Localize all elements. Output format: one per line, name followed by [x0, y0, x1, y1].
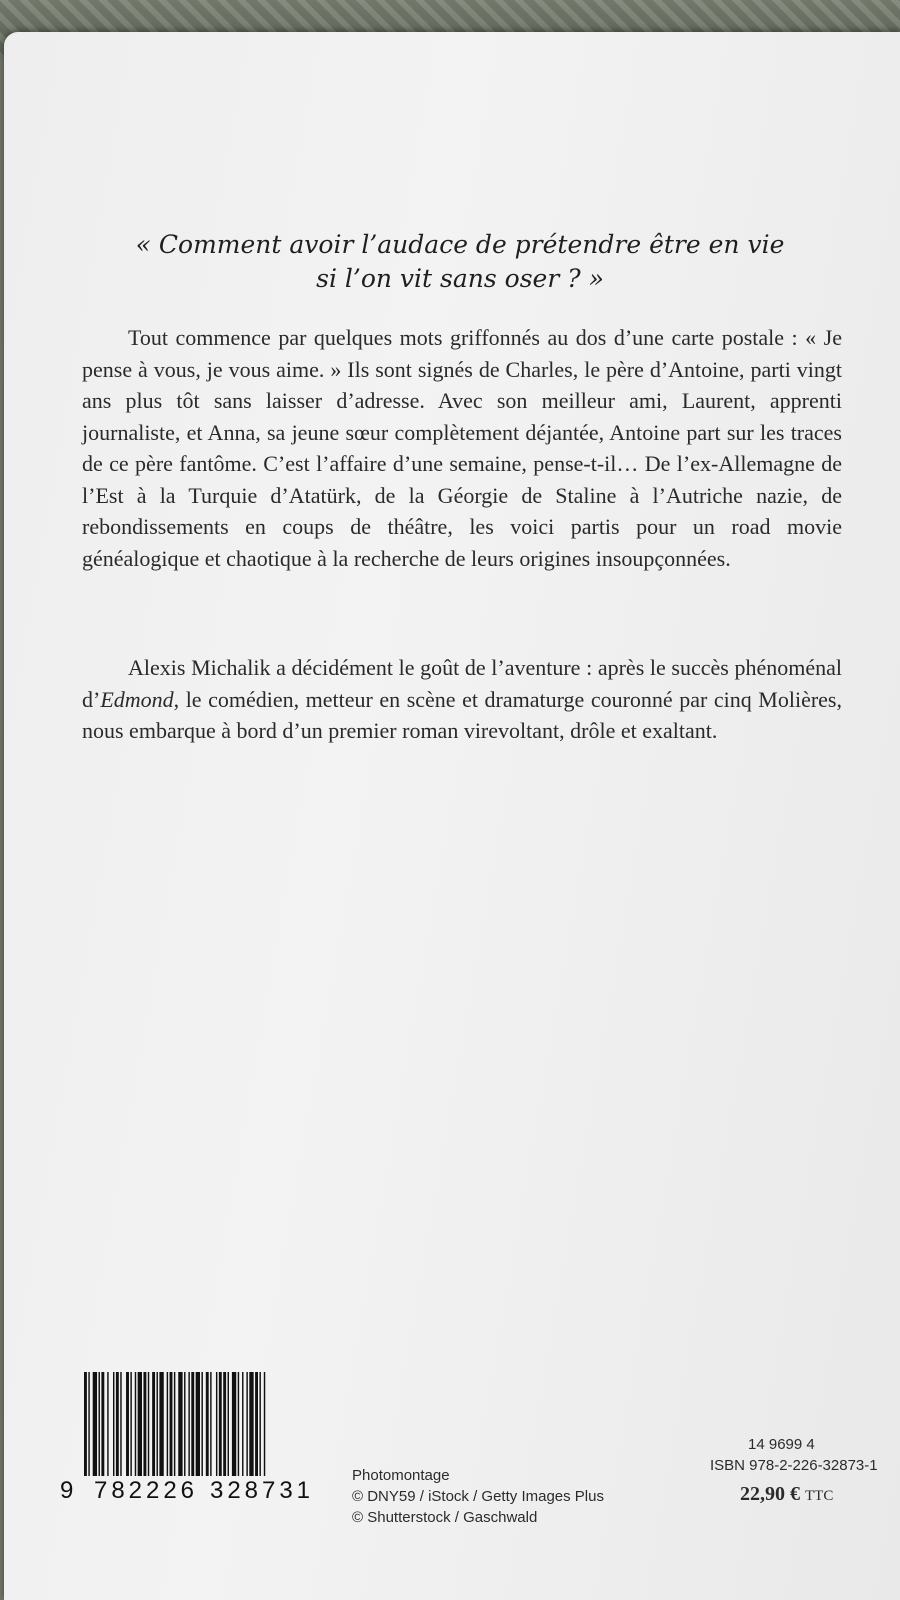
author-paragraph [82, 652, 842, 747]
barcode-bar [238, 1372, 239, 1476]
barcode-bar [246, 1372, 247, 1476]
barcode-bar [228, 1372, 229, 1476]
barcode-bar [116, 1372, 119, 1476]
barcode-bar [159, 1372, 163, 1476]
edmond-title: Edmond [100, 686, 174, 712]
barcode-bar [210, 1372, 211, 1476]
epigraph-quote [80, 228, 840, 296]
barcode-bar [143, 1372, 146, 1476]
author-text-before: Alexis Michalik a décidément le goût de l’aventure : après le succès phénoménal d’ [82, 655, 842, 712]
barcode-bar [242, 1372, 243, 1476]
barcode-bar [99, 1372, 100, 1476]
credits-line-1: Photomontage [352, 1467, 450, 1484]
price-label [740, 1484, 900, 1507]
barcode-bar [216, 1372, 217, 1476]
barcode-bar [188, 1372, 189, 1476]
barcode-bar [130, 1372, 131, 1476]
quote-line-2: si l’on vit sans oser ? » [316, 264, 604, 293]
barcode-digits-group1: 782226 [94, 1477, 194, 1502]
barcode-bar [84, 1372, 87, 1476]
barcode-bar [167, 1372, 168, 1476]
barcode-bar [196, 1372, 200, 1476]
price-suffix: TTC [805, 1488, 834, 1504]
barcode-bar [135, 1372, 136, 1476]
barcode-bar [126, 1372, 129, 1476]
barcode-bar [148, 1372, 149, 1476]
barcode-bar [170, 1372, 173, 1476]
price-value: 22,90 € [740, 1483, 800, 1505]
product-code: 14 9699 4 [748, 1436, 815, 1453]
isbn-barcode [60, 1372, 322, 1502]
barcode-bar [93, 1372, 97, 1476]
barcode-bar [249, 1372, 253, 1476]
barcode-bar [259, 1372, 260, 1476]
barcode-bar [120, 1372, 121, 1476]
barcode-bar [191, 1372, 194, 1476]
isbn-number: ISBN 978-2-226-32873-1 [710, 1457, 878, 1474]
barcode-bar [232, 1372, 236, 1476]
barcode-bar [201, 1372, 202, 1476]
barcode-bar [157, 1372, 158, 1476]
barcode-bar [178, 1372, 182, 1476]
publisher-reference [700, 1434, 900, 1507]
barcode-digit-first: 9 [60, 1477, 74, 1502]
barcode-bar [152, 1372, 155, 1476]
credits-line-2: © DNY59 / iStock / Getty Images Plus [352, 1488, 604, 1505]
barcode-bar [138, 1372, 142, 1476]
barcode-bar [206, 1372, 209, 1476]
barcode-bar [88, 1372, 89, 1476]
author-text-after: , le comédien, metteur en scène et dramaturge couronné par cinq Molières, nous embarque à bord d’un premier roman virevoltant, drôle et exaltant. [82, 686, 842, 743]
quote-line-1: « Comment avoir l’audace de prétendre être en vie [135, 230, 785, 259]
photo-credits [352, 1465, 672, 1528]
barcode-bar [223, 1372, 226, 1476]
barcode-bar [219, 1372, 222, 1476]
barcode-bar [184, 1372, 185, 1476]
barcode-bar [101, 1372, 104, 1476]
barcode-digits-group2: 328731 [210, 1477, 310, 1502]
barcode-bar [255, 1372, 258, 1476]
barcode-bars [84, 1372, 265, 1476]
barcode-bar [264, 1372, 265, 1476]
barcode-bar [107, 1372, 108, 1476]
barcode-bar [174, 1372, 175, 1476]
synopsis-paragraph: Tout commence par quelques mots griffonnés au dos d’une carte postale : « Je pense à vous, je vous aime. » Ils sont signés de Charles, le père d’Antoine, parti vingt ans plus tôt sans laisser d’adresse. Avec son meilleur ami, Laurent, apprenti journaliste, et Anna, sa jeune sœur complètement déjantée, Antoine part sur les traces de ce père fantôme. C’est l’affaire d’une semaine, pense-t-il… De l’ex-Allemagne de l’Est à la Turquie d’Atatürk, de la Géorgie de Staline à l’Autriche nazie, de rebondissements en coups de théâtre, les voici partis pour un road movie généalogique et chaotique à la recherche de leurs origines insoupçonnées. [82, 325, 842, 571]
credits-line-3: © Shutterstock / Gaschwald [352, 1509, 538, 1526]
barcode-bar [113, 1372, 114, 1476]
